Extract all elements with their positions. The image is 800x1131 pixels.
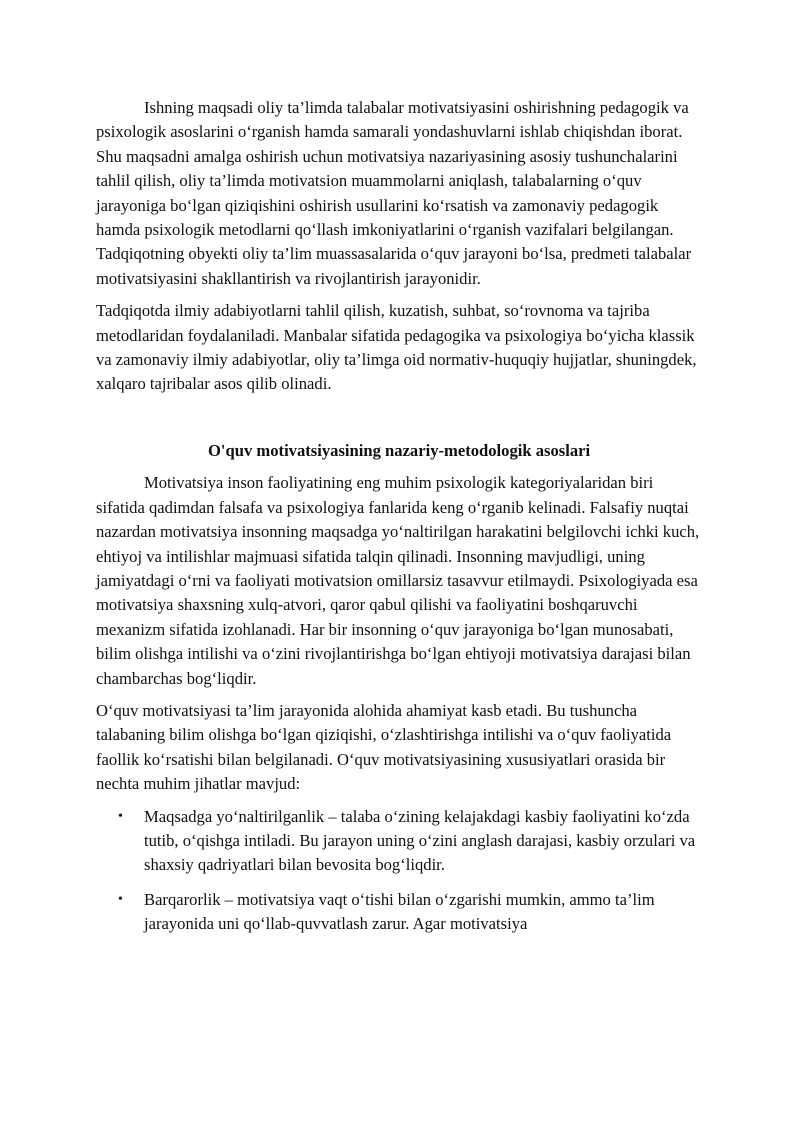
intro-paragraph-2: Tadqiqotda ilmiy adabiyotlarni tahlil qilish, kuzatish, suhbat, so‘rovnoma va tajriba metodlaridan foydalaniladi. Manbalar sifatida pedagogika va psixologiya bo‘yicha klassik va zamonaviy ilmiy adabiyotlar, oliy ta’limga oid normativ-huquqiy hujjatlar, shuningdek, xalqaro tajribalar asos qilib olinadi. — [96, 301, 697, 394]
bullet-list — [96, 805, 704, 937]
list-item — [96, 805, 704, 878]
list-item-text: Barqarorlik – motivatsiya vaqt o‘tishi bilan o‘zgarishi mumkin, ammo ta’lim jarayonida uni qo‘llab-quvvatlash zarur. Agar motivatsiya — [144, 889, 655, 934]
section-paragraph-1: Motivatsiya inson faoliyatining eng muhim psixologik kategoriyalaridan biri sifatida qadimdan falsafa va psixologiya fanlarida keng o‘rganib kelinadi. Falsafiy nuqtai nazardan motivatsiya insonning maqsadga yo‘naltirilgan harakatini belgilovchi ichki kuch, ehtiyoj va intilishlar majmuasi sifatida talqin qilinadi. Insonning mavjudligi, uning jamiyatdagi o‘rni va faoliyati motivatsion omillarsiz tasavvur etilmaydi. Psixologiyada esa motivatsiya shaxsning xulq-atvori, qaror qabul qilishi va faoliyatini boshqaruvchi mexanizm sifatida izohlanadi. Har bir insonning o‘quv jarayoniga bo‘lgan munosabati, bilim olishga intilishi va o‘zini rivojlantirishga bo‘lgan ehtiyoji motivatsiya darajasi bilan chambarchas bog‘liqdir. — [96, 473, 700, 688]
bullet-icon: • — [118, 891, 123, 907]
bullet-icon: • — [118, 808, 123, 824]
section-paragraph-2: O‘quv motivatsiyasi ta’lim jarayonida alohida ahamiyat kasb etadi. Bu tushuncha talabaning bilim olishga bo‘lgan qiziqishi, o‘zlashtirishga intilishi va o‘quv faoliyatida faollik ko‘rsatishi bilan belgilanadi. O‘quv motivatsiyasining xususiyatlari orasida bir nechta muhim jihatlar mavjud: — [96, 700, 672, 794]
list-item-text: Maqsadga yo‘naltirilganlik – talaba o‘zining kelajakdagi kasbiy faoliyatini ko‘zda tutib, o‘qishga intiladi. Bu jarayon uning o‘zini anglash darajasi, kasbiy orzulari va shaxsiy qadriyatlari bilan bevosita bog‘liqdir. — [144, 806, 696, 875]
intro-paragraph-1: Ishning maqsadi oliy ta’limda talabalar motivatsiyasini oshirishning pedagogik va psixologik asoslarini o‘rganish hamda samarali yondashuvlarni ishlab chiqishdan iborat. Shu maqsadni amalga oshirish uchun motivatsiya nazariyasining asosiy tushunchalarini tahlil qilish, oliy ta’limda motivatsion muammolarni aniqlash, talabalarning o‘quv jarayoniga bo‘lgan qiziqishini oshirish usullarini ko‘rsatish va zamonaviy pedagogik hamda psixologik metodlarni qo‘llash imkoniyatlarini o‘rganish vazifalari belgilangan. Tadqiqotning obyekti oliy ta’lim muassasalarida o‘quv jarayoni bo‘lsa, predmeti talabalar motivatsiyasini shakllantirish va rivojlantirish jarayonidir. — [96, 98, 692, 288]
section-heading: O'quv motivatsiyasining nazariy-metodologik asoslari — [208, 440, 591, 460]
list-item — [96, 888, 704, 937]
document-page — [96, 96, 704, 947]
